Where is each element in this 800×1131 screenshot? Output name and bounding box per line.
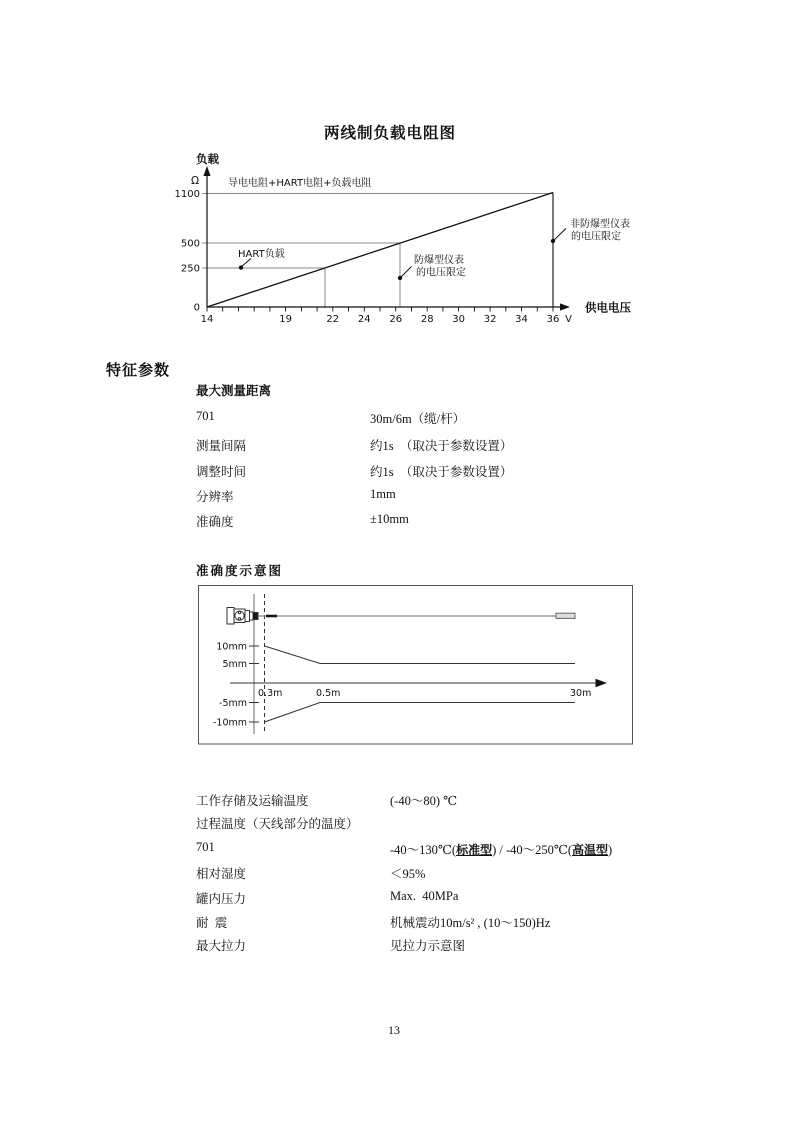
svg-text:24: 24 [357, 314, 371, 325]
row-value: 30m/6m（缆/杆） [370, 412, 466, 426]
distance-axis-arrow-icon [596, 679, 608, 687]
svg-text:22: 22 [326, 314, 340, 325]
row-value: 1mm [370, 487, 396, 501]
row-label: 准确度 [196, 515, 234, 529]
x-axis-minor-ticks [207, 307, 553, 312]
x-unit-label: V [565, 314, 572, 325]
svg-text:5mm: 5mm [222, 659, 247, 670]
load-chart-title: 两线制负载电阻图 [323, 124, 457, 142]
upper-deviation-line [265, 646, 576, 664]
y-tick-1100: 1100 [174, 189, 200, 200]
page-number: 13 [388, 1023, 400, 1037]
svg-text:36: 36 [546, 314, 560, 325]
row-value [390, 840, 612, 858]
y-axis-title: 负载 [196, 152, 219, 166]
hart-load-annotation: HART负载 [238, 249, 285, 260]
row-value: 见拉力示意图 [390, 939, 466, 953]
row-label: 工作存储及运输温度 [196, 794, 309, 808]
temp-range-high: ) / -40～250℃( [492, 843, 573, 857]
row-value: Max. 40MPa [390, 889, 459, 903]
x-tick-labels [201, 314, 572, 325]
load-resistance-chart [168, 145, 646, 345]
deviation-labels [213, 642, 247, 729]
svg-text:26: 26 [389, 314, 403, 325]
lower-deviation-line [265, 703, 576, 723]
svg-text:0.5m: 0.5m [316, 688, 341, 699]
svg-text:-5mm: -5mm [219, 698, 247, 709]
closing-paren: ) [608, 843, 613, 857]
annotation-leaders [239, 229, 566, 280]
svg-text:30m: 30m [570, 688, 592, 699]
accuracy-diagram-heading: 准确度示意图 [196, 563, 284, 578]
row-value: ±10mm [370, 512, 409, 526]
table-row [0, 487, 800, 505]
svg-text:34: 34 [515, 314, 528, 325]
table-row [0, 913, 800, 931]
standard-type-label: 标准型 [456, 843, 493, 857]
x-axis-arrow-icon [560, 303, 570, 310]
x-axis-title: 供电电压 [585, 300, 631, 315]
y-tick-0: 0 [193, 302, 200, 314]
row-label: 相对湿度 [196, 867, 247, 881]
y-tick-250: 250 [180, 263, 200, 275]
section-heading-characteristic-parameters: 特征参数 [106, 361, 171, 379]
distance-labels [258, 688, 591, 699]
svg-text:19: 19 [279, 314, 292, 325]
row-value: (-40～80) ℃ [390, 794, 458, 808]
table-row [0, 462, 800, 480]
table-row [0, 791, 800, 809]
y-axis-arrow-icon [203, 166, 210, 176]
row-label: 最大拉力 [196, 939, 247, 953]
table-row [0, 512, 800, 530]
table-row [0, 889, 800, 907]
row-value: ＜95% [390, 867, 426, 881]
table-row [0, 840, 800, 858]
table-row [0, 936, 800, 954]
svg-text:10mm: 10mm [216, 641, 247, 653]
table-row [0, 381, 800, 399]
table-row [0, 814, 800, 832]
top-line-annotation: 导电电阻+HART电阻+负载电阻 [228, 178, 372, 189]
row-label: 调整时间 [196, 465, 247, 479]
y-unit-label: Ω [190, 175, 199, 187]
svg-text:-10mm: -10mm [212, 717, 247, 729]
high-temp-type-label: 高温型 [572, 843, 609, 857]
row-label: 701 [196, 840, 215, 854]
table-row [0, 436, 800, 454]
svg-text:32: 32 [483, 314, 497, 325]
non-ex-proof-annotation-line1: 非防爆型仪表 [570, 219, 630, 230]
ex-proof-annotation-line1: 防爆型仪表 [414, 255, 464, 266]
non-ex-proof-annotation-line2: 的电压限定 [571, 231, 621, 243]
row-value: 约1s （取决于参数设置） [370, 465, 513, 479]
row-label: 701 [196, 409, 215, 423]
svg-text:0.3m: 0.3m [258, 688, 283, 699]
temp-range-standard: -40～130℃( [390, 843, 457, 857]
svg-text:30: 30 [452, 314, 465, 325]
accuracy-diagram [198, 585, 634, 746]
diagram-border [199, 586, 633, 745]
row-label: 最大测量距离 [196, 383, 272, 398]
svg-text:28: 28 [420, 314, 434, 325]
ex-proof-annotation-line2: 的电压限定 [416, 267, 466, 279]
row-label: 过程温度（天线部分的温度） [196, 817, 359, 831]
row-value: 约1s （取决于参数设置） [370, 439, 513, 453]
row-label: 测量间隔 [196, 439, 247, 453]
table-row [0, 864, 800, 882]
sensor-drawing [227, 608, 575, 625]
row-label: 罐内压力 [196, 892, 247, 906]
table-row [0, 409, 800, 427]
row-value: 机械震动10m/s² , (10～150)Hz [390, 916, 551, 930]
svg-text:14: 14 [200, 314, 214, 325]
y-tick-500: 500 [180, 238, 200, 250]
row-label: 耐 震 [196, 916, 228, 930]
row-label: 分辨率 [196, 490, 234, 504]
probe-tip [556, 613, 575, 618]
